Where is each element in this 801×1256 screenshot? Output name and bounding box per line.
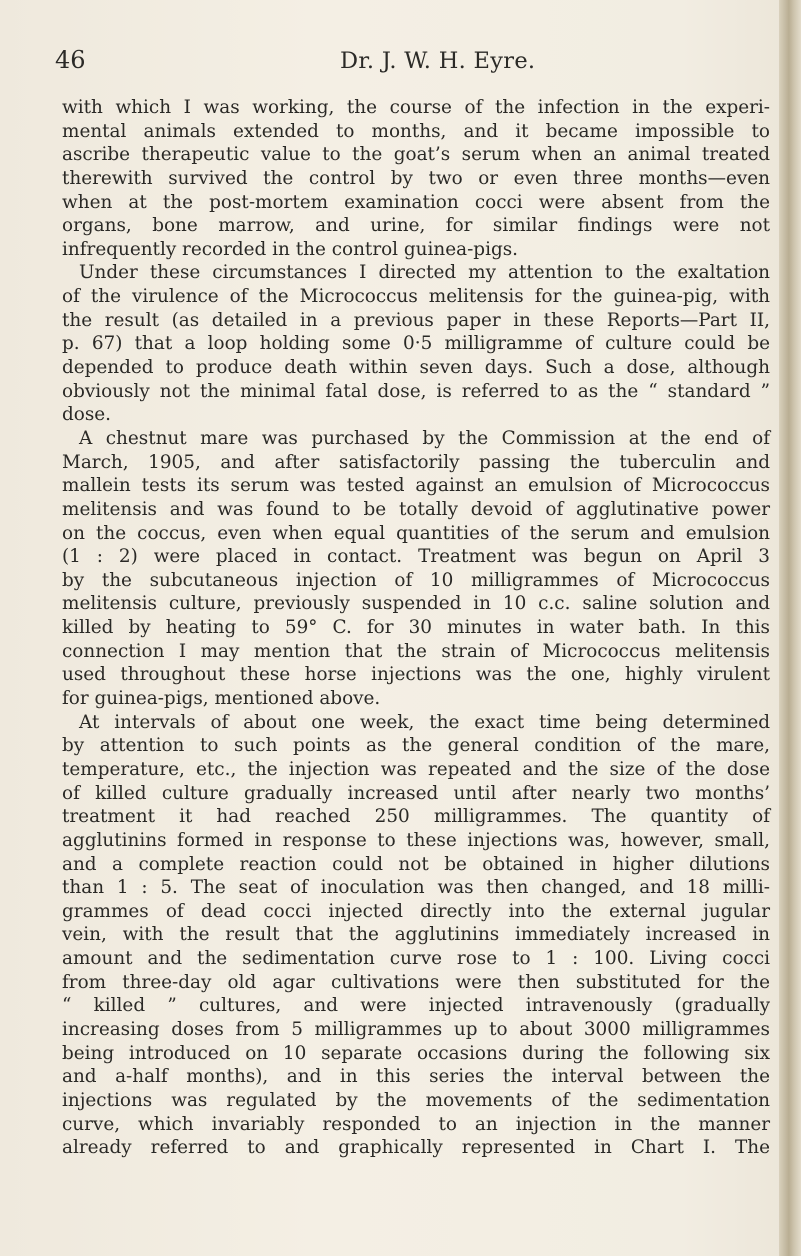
- text-line: melitensis culture, previously suspended in 10 c.c. saline solution and: [62, 593, 770, 615]
- text-line: depended to produce death within seven days. Such a dose, although: [62, 357, 770, 379]
- text-line: the result (as detailed in a previous paper in these Reports—Part II,: [62, 309, 770, 331]
- text-line: grammes of dead cocci injected directly into the external jugular: [62, 900, 770, 922]
- text-line: curve, which invariably responded to an injection in the manner: [62, 1113, 770, 1135]
- text-line: temperature, etc., the injection was repeated and the size of the dose: [62, 758, 770, 780]
- text-line: than 1 : 5. The seat of inoculation was then changed, and 18 milli-: [62, 877, 770, 899]
- text-line: amount and the sedimentation curve rose to 1 : 100. Living cocci: [62, 948, 770, 970]
- text-line: of killed culture gradually increased until after nearly two months’: [62, 782, 770, 804]
- text-line: At intervals of about one week, the exact time being determined: [79, 711, 770, 733]
- running-head: Dr. J. W. H. Eyre.: [340, 48, 536, 74]
- text-line: from three-day old agar cultivations were then substituted for the: [62, 971, 770, 993]
- text-line: with which I was working, the course of the infection in the experi-: [62, 97, 770, 118]
- text-line: by the subcutaneous injection of 10 milligrammes of Micrococcus: [62, 569, 770, 591]
- text-line: March, 1905, and after satisfactorily passing the tuberculin and: [62, 451, 770, 473]
- text-line: killed by heating to 59° C. for 30 minutes in water bath. In this: [62, 617, 770, 639]
- text-line: of the virulence of the Micrococcus melitensis for the guinea-pig, with: [62, 286, 770, 308]
- text-line: mental animals extended to months, and it became impossible to: [62, 120, 770, 142]
- text-line: ascribe therapeutic value to the goat’s serum when an animal treated: [62, 144, 770, 166]
- text-line: Under these circumstances I directed my attention to the exaltation: [79, 262, 770, 284]
- text-line: vein, with the result that the agglutinins immediately increased in: [62, 924, 770, 946]
- text-line: when at the post-mortem examination cocci were absent from the: [62, 191, 770, 213]
- text-line: organs, bone marrow, and urine, for similar findings were not: [62, 215, 770, 237]
- text-line: mallein tests its serum was tested against an emulsion of Micrococcus: [62, 475, 770, 497]
- text-line: dose.: [62, 404, 112, 426]
- text-line: p. 67) that a loop holding some 0·5 milligramme of culture could be: [62, 333, 770, 355]
- page-binding-edge: [779, 0, 801, 1256]
- text-line: already referred to and graphically represented in Chart I. The: [62, 1137, 770, 1159]
- text-line: “ killed ” cultures, and were injected intravenously (gradually: [62, 995, 770, 1017]
- text-line: increasing doses from 5 milligrammes up to about 3000 milligrammes: [62, 1018, 770, 1040]
- text-line: for guinea-pigs, mentioned above.: [62, 688, 381, 710]
- text-line: connection I may mention that the strain of Micrococcus melitensis: [62, 640, 770, 662]
- text-line: being introduced on 10 separate occasions during the following six: [62, 1042, 770, 1064]
- text-line: on the coccus, even when equal quantities of the serum and emulsion: [62, 522, 770, 544]
- text-line: obviously not the minimal fatal dose, is referred to as the “ standard ”: [62, 380, 770, 402]
- text-line: melitensis and was found to be totally devoid of agglutinative power: [62, 498, 770, 520]
- text-line: treatment it had reached 250 milligrammes. The quantity of: [62, 806, 770, 828]
- body-text: [62, 96, 770, 1160]
- text-line: infrequently recorded in the control guinea-pigs.: [62, 238, 519, 260]
- text-line: (1 : 2) were placed in contact. Treatment was begun on April 3: [62, 546, 770, 568]
- text-line: by attention to such points as the general condition of the mare,: [62, 735, 770, 757]
- text-line: and a complete reaction could not be obtained in higher dilutions: [62, 853, 770, 875]
- text-line: therewith survived the control by two or even three months—even: [62, 167, 770, 189]
- text-line: injections was regulated by the movements of the sedimentation: [62, 1089, 770, 1111]
- text-line: agglutinins formed in response to these injections was, however, small,: [62, 829, 770, 851]
- page-header: [0, 46, 801, 86]
- text-line: used throughout these horse injections was the one, highly virulent: [62, 664, 770, 686]
- page-number: 46: [55, 46, 86, 74]
- text-line: A chestnut mare was purchased by the Commission at the end of: [79, 427, 770, 449]
- text-line: and a-half months), and in this series the interval between the: [62, 1066, 770, 1088]
